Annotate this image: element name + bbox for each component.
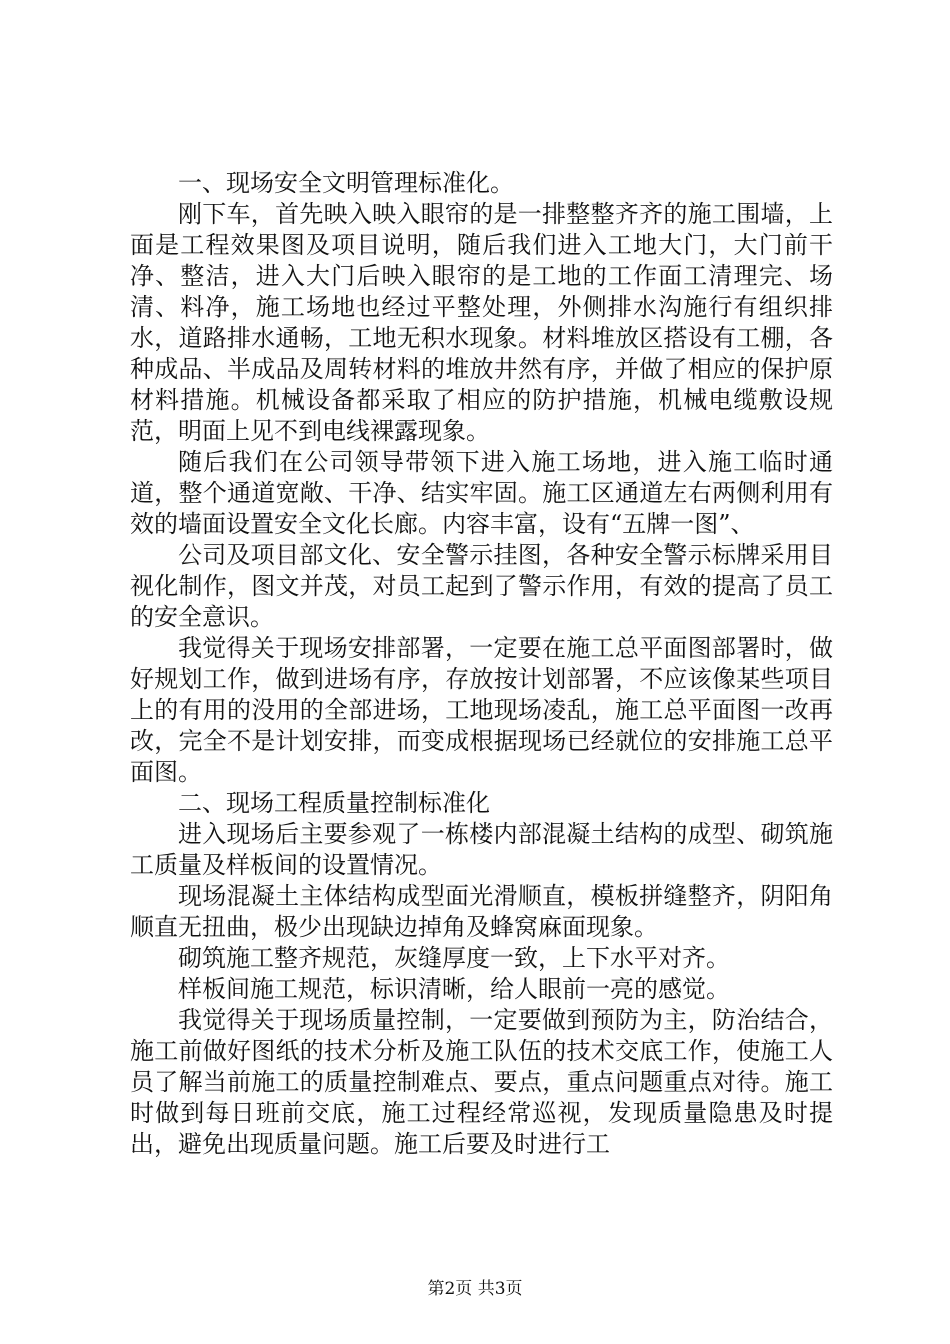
paragraph: 样板间施工规范，标识清晰，给人眼前一亮的感觉。 [178, 975, 730, 1003]
paragraph: 现场混凝土主体结构成型面光滑顺直，模板拼缝整齐，阴阳角顺直无扭曲，极少出现缺边掉角及蜂窝麻面现象。 [130, 882, 833, 941]
paragraph: 随后我们在公司领导带领下进入施工场地，进入施工临时通道，整个通道宽敞、干净、结实牢固。施工区通道左右两侧利用有效的墙面设置安全文化长廊。内容丰富，设有“五牌一图”、 [130, 448, 833, 538]
paragraph: 砌筑施工整齐规范，灰缝厚度一致，上下水平对齐。 [178, 944, 730, 972]
document-body [130, 168, 833, 1160]
section-heading-safety: 一、现场安全文明管理标准化。 [178, 169, 514, 197]
paragraph: 我觉得关于现场安排部署，一定要在施工总平面图部署时，做好规划工作，做到进场有序，存放按计划部署，不应该像某些项目上的有用的没用的全部进场，工地现场凌乱，施工总平面图一改再改，完全不是计划安排，而变成根据现场已经就位的安排施工总平面图。 [130, 634, 833, 786]
paragraph: 刚下车，首先映入映入眼帘的是一排整整齐齐的施工围墙，上面是工程效果图及项目说明，随后我们进入工地大门，大门前干净、整洁，进入大门后映入眼帘的是工地的工作面工清理完、场清、料净，施工场地也经过平整处理，外侧排水沟施行有组织排水，道路排水通畅，工地无积水现象。材料堆放区搭设有工棚，各种成品、半成品及周转材料的堆放井然有序，并做了相应的保护原材料措施。机械设备都采取了相应的防护措施，机械电缆敷设规范，明面上见不到电线裸露现象。 [130, 200, 833, 445]
paragraph: 进入现场后主要参观了一栋楼内部混凝土结构的成型、砌筑施工质量及样板间的设置情况。 [130, 820, 833, 879]
section-heading-quality: 二、现场工程质量控制标准化 [178, 789, 490, 817]
paragraph: 我觉得关于现场质量控制，一定要做到预防为主，防治结合，施工前做好图纸的技术分析及施工队伍的技术交底工作，使施工人员了解当前施工的质量控制难点、要点，重点问题重点对待。施工时做到每日班前交底，施工过程经常巡视，发现质量隐患及时提出，避免出现质量问题。施工后要及时进行工 [130, 1006, 833, 1158]
page-number-footer: 第2页 共3页 [427, 1279, 523, 1299]
paragraph: 公司及项目部文化、安全警示挂图，各种安全警示标牌采用目视化制作，图文并茂，对员工起到了警示作用，有效的提高了员工的安全意识。 [130, 541, 833, 631]
